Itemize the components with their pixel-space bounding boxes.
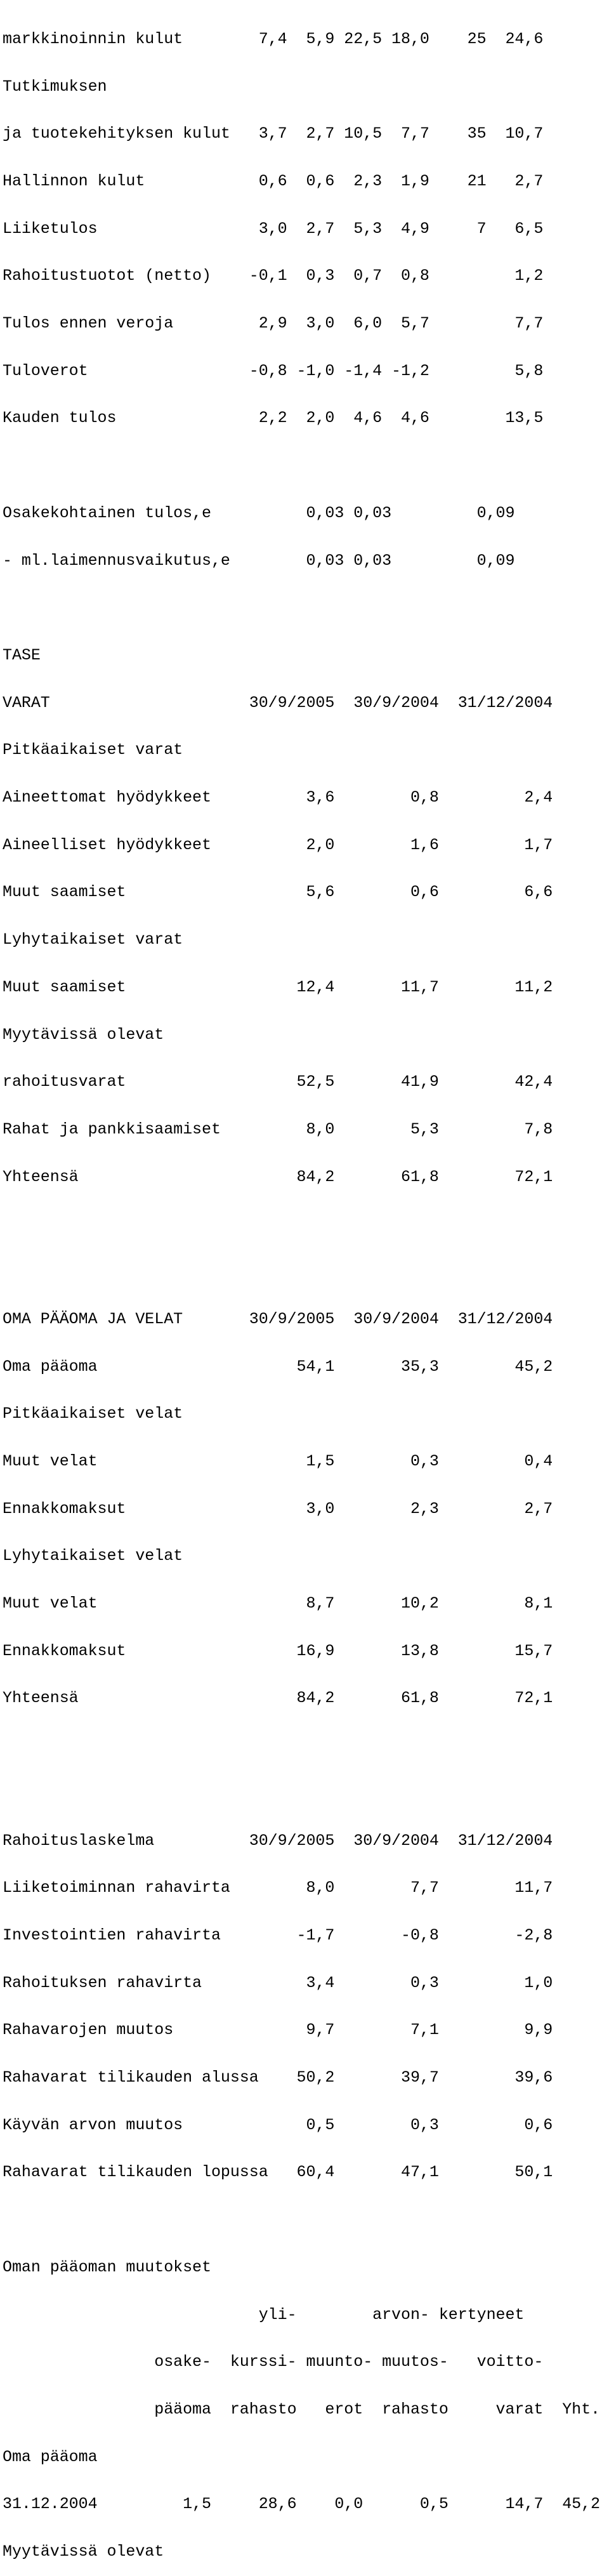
text-line: Käyvän arvon muutos 0,5 0,3 0,6: [3, 2115, 553, 2134]
text-line: Lyhytaikaiset velat: [3, 1547, 183, 1566]
text-line: Aineelliset hyödykkeet 2,0 1,6 1,7: [3, 835, 553, 854]
text-line: Myytävissä olevat: [3, 1025, 164, 1044]
text-line: markkinoinnin kulut 7,4 5,9 22,5 18,0 25 24,6: [3, 29, 544, 48]
text-line: Aineettomat hyödykkeet 3,6 0,8 2,4: [3, 788, 553, 807]
text-line: Rahat ja pankkisaamiset 8,0 5,3 7,8: [3, 1120, 553, 1139]
text-line: ja tuotekehityksen kulut 3,7 2,7 10,5 7,7 35 10,7: [3, 124, 544, 143]
text-line: 31.12.2004 1,5 28,6 0,0 0,5 14,7 45,2: [3, 2495, 601, 2514]
text-line: Rahoituksen rahavirta 3,4 0,3 1,0: [3, 1973, 553, 1992]
blank-line: [3, 2212, 600, 2228]
text-line: Rahavarat tilikauden alussa 50,2 39,7 39,6: [3, 2068, 553, 2087]
text-line: Myytävissä olevat: [3, 2542, 164, 2561]
text-line: Kauden tulos 2,2 2,0 4,6 4,6 13,5: [3, 409, 544, 428]
text-line: Hallinnon kulut 0,6 0,6 2,3 1,9 21 2,7: [3, 171, 544, 190]
blank-line: [3, 1217, 600, 1232]
text-line: Osakekohtainen tulos,e 0,03 0,03 0,09: [3, 503, 515, 522]
text-line: Pitkäaikaiset velat: [3, 1404, 183, 1423]
text-line: Tutkimuksen: [3, 77, 107, 96]
text-line: Rahoitustuotot (netto) -0,1 0,3 0,7 0,8 1,2: [3, 267, 544, 286]
section-heading: TASE: [3, 645, 41, 664]
text-line: Yhteensä 84,2 61,8 72,1: [3, 1167, 553, 1186]
text-line: Lyhytaikaiset varat: [3, 930, 183, 949]
text-line: Muut velat 1,5 0,3 0,4: [3, 1451, 553, 1470]
text-line: Oma pääoma: [3, 2447, 98, 2466]
text-line: Muut velat 8,7 10,2 8,1: [3, 1594, 553, 1613]
table-header: Rahoituslaskelma 30/9/2005 30/9/2004 31/12/2004: [3, 1831, 553, 1850]
blank-line: [3, 600, 600, 616]
text-line: Oma pääoma 54,1 35,3 45,2: [3, 1357, 553, 1376]
text-line: Muut saamiset 12,4 11,7 11,2: [3, 977, 553, 996]
financial-report-text: [3, 0, 600, 2576]
text-line: Liiketulos 3,0 2,7 5,3 4,9 7 6,5: [3, 219, 544, 238]
blank-line: [3, 1738, 600, 1754]
blank-line: [3, 1786, 600, 1802]
table-header: VARAT 30/9/2005 30/9/2004 31/12/2004: [3, 693, 553, 712]
section-heading: Oman pääoman muutokset: [3, 2257, 211, 2276]
text-line: Liiketoiminnan rahavirta 8,0 7,7 11,7: [3, 1879, 553, 1898]
text-line: Rahavarat tilikauden lopussa 60,4 47,1 50,1: [3, 2163, 553, 2182]
text-line: - ml.laimennusvaikutus,e 0,03 0,03 0,09: [3, 551, 515, 570]
text-line: Tulos ennen veroja 2,9 3,0 6,0 5,7 7,7: [3, 314, 544, 333]
table-header: OMA PÄÄOMA JA VELAT 30/9/2005 30/9/2004 31/12/2004: [3, 1309, 553, 1328]
blank-line: [3, 458, 600, 474]
table-header: pääoma rahasto erot rahasto varat Yht.: [3, 2400, 601, 2419]
text-line: Ennakkomaksut 16,9 13,8 15,7: [3, 1641, 553, 1660]
text-line: Pitkäaikaiset varat: [3, 741, 183, 760]
blank-line: [3, 1264, 600, 1280]
text-line: rahoitusvarat 52,5 41,9 42,4: [3, 1073, 553, 1092]
text-line: Rahavarojen muutos 9,7 7,1 9,9: [3, 2021, 553, 2040]
text-line: Tuloverot -0,8 -1,0 -1,4 -1,2 5,8: [3, 361, 544, 380]
text-line: Yhteensä 84,2 61,8 72,1: [3, 1689, 553, 1708]
text-line: Investointien rahavirta -1,7 -0,8 -2,8: [3, 1925, 553, 1945]
text-line: Muut saamiset 5,6 0,6 6,6: [3, 883, 553, 902]
table-header: yli- arvon- kertyneet: [3, 2305, 525, 2324]
table-header: osake- kurssi- muunto- muutos- voitto-: [3, 2353, 544, 2372]
text-line: Ennakkomaksut 3,0 2,3 2,7: [3, 1499, 553, 1518]
